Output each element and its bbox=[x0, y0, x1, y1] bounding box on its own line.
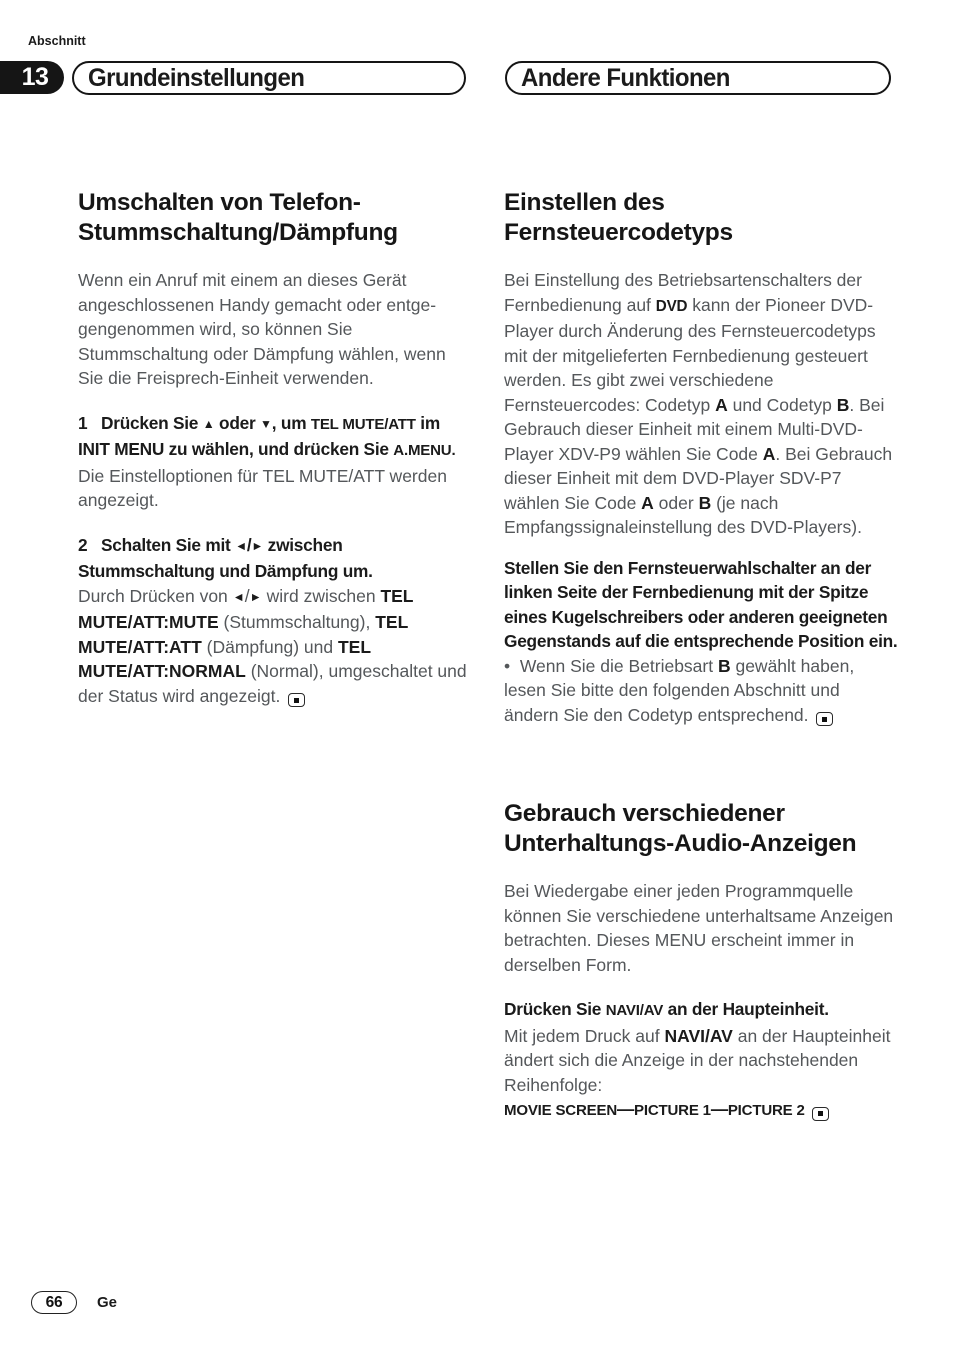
button-name-text: MOVIE SCREEN bbox=[504, 1102, 617, 1119]
button-name-text: PICTURE 1 bbox=[634, 1102, 711, 1119]
text-run: / bbox=[246, 534, 252, 555]
bullet-note bbox=[504, 654, 898, 728]
navi-av-instruction bbox=[504, 997, 898, 1024]
text-run: (je nach Empfangssignaleinstellung des DVD-Players). bbox=[504, 492, 862, 537]
text-run: A bbox=[641, 492, 654, 513]
end-of-section-icon bbox=[816, 712, 833, 726]
text-run: — bbox=[710, 1099, 728, 1119]
step-2-result bbox=[78, 584, 472, 709]
text-run: wird zwischen bbox=[261, 585, 381, 606]
direction-arrow-icon: ► bbox=[249, 589, 262, 604]
direction-arrow-icon: ▲ bbox=[202, 416, 215, 431]
text-run: , um bbox=[271, 412, 311, 433]
text-run: gewählt haben, lesen Sie bitte den folgenden Abschnitt und ändern Sie den Codetyp entsprechend. bbox=[504, 655, 860, 725]
text-run: A bbox=[762, 443, 776, 464]
end-of-section-dot bbox=[294, 698, 299, 703]
end-of-section-icon bbox=[812, 1107, 829, 1121]
text-run: oder bbox=[653, 492, 699, 513]
button-name-text: NAVI/AV bbox=[605, 1002, 664, 1019]
text-run: Stellen Sie den Fernsteuerwahlschalter an der linken Seite der Fernbedienung mit der Spitze eines Kugelschreibers oder anderen geeigneten Gegenstands auf die entsprechende Position ein. bbox=[504, 557, 898, 651]
text-run: Durch Drücken von bbox=[78, 585, 233, 606]
text-run: Bei Wiedergabe einer jeden Programmquelle können Sie verschiedene unterhaltsame Anzeigen betrachten. Dieses MENU erscheint immer in derselben Form. bbox=[504, 881, 899, 975]
button-name-text: A.MENU. bbox=[393, 442, 456, 459]
direction-arrow-icon: ◄ bbox=[232, 589, 245, 604]
heading-telefon-stummschaltung: Umschalten von Telefon-Stummschaltung/Dämpfung bbox=[78, 189, 398, 246]
right-column bbox=[504, 188, 898, 1124]
navi-av-result bbox=[504, 1024, 898, 1098]
text-run: oder bbox=[214, 412, 261, 433]
text-run: kann der Pioneer DVD-Player durch Änderung des Fernsteuercodetyps mit der mitgelieferten Fernbedienung gesteuert werden. Es gibt zwei verschiedene Fernsteuercodes: Codetyp bbox=[504, 294, 881, 415]
page-number-badge bbox=[31, 1291, 77, 1314]
end-of-section-dot bbox=[822, 717, 827, 722]
step-1-result bbox=[78, 464, 472, 513]
button-name-text: TEL MUTE/ATT bbox=[310, 415, 416, 433]
tab-grundeinstellungen-label: Grundeinstellungen bbox=[88, 63, 305, 92]
text-run: TEL MUTE/ATT:ATT bbox=[78, 612, 413, 657]
text-run: INIT MENU bbox=[78, 439, 165, 459]
text-run bbox=[805, 1099, 810, 1119]
text-run: B bbox=[836, 394, 850, 415]
language-code: Ge bbox=[97, 1294, 118, 1311]
fernsteuercode-paragraph bbox=[504, 268, 898, 540]
section-number: 13 bbox=[21, 63, 49, 91]
text-run: 2 Schalten Sie mit bbox=[78, 534, 236, 555]
step-2-instruction bbox=[78, 533, 472, 584]
text-run: an der Haupteinheit. bbox=[663, 999, 829, 1019]
section-number-badge bbox=[0, 61, 64, 94]
text-run: im bbox=[415, 412, 445, 433]
text-run: 1 Drücken Sie bbox=[78, 412, 203, 433]
step-1-instruction bbox=[78, 411, 472, 464]
end-of-section-icon bbox=[288, 693, 305, 707]
end-of-section-dot bbox=[818, 1111, 823, 1116]
text-run: (Dämpfung) und bbox=[201, 636, 338, 657]
text-run: Drücken Sie bbox=[504, 999, 606, 1019]
text-run: und Codetyp bbox=[727, 394, 837, 415]
button-name-text: PICTURE 2 bbox=[727, 1102, 805, 1119]
display-sequence bbox=[504, 1097, 898, 1124]
text-run: — bbox=[616, 1099, 635, 1119]
text-run: zwischen Stummschaltung und Dämpfung um. bbox=[78, 534, 373, 581]
text-run: B bbox=[717, 655, 731, 676]
intro-paragraph bbox=[78, 268, 472, 391]
text-run: (Stummschaltung), bbox=[218, 612, 376, 632]
text-run: B bbox=[698, 492, 712, 513]
text-run: Mit jedem Druck auf bbox=[504, 1025, 665, 1046]
text-run: NAVI/AV bbox=[664, 1025, 733, 1046]
direction-arrow-icon: ◄ bbox=[235, 538, 247, 553]
tab-grundeinstellungen bbox=[72, 61, 466, 95]
text-run: Wenn ein Anruf mit einem an dieses Gerät angeschlossenen Handy gemacht oder entge-gengenommen wird, so können Sie Stummschaltung oder Dämpfung wählen, wenn Sie die Freisprech-Einheit verwenden. bbox=[78, 270, 451, 388]
direction-arrow-icon: ► bbox=[251, 538, 264, 553]
text-run: . Bei Gebrauch dieser Einheit mit dem DVD-Player SDV-P7 wählen Sie Code bbox=[504, 443, 897, 513]
text-run: Die Einstelloptionen für TEL MUTE/ATT werden angezeigt. bbox=[78, 465, 452, 510]
button-name-text: DVD bbox=[655, 297, 688, 315]
text-run: (Normal), umgeschaltet und der Status wird angezeigt. bbox=[78, 661, 472, 706]
text-run: zu wählen, und drücken Sie bbox=[164, 439, 394, 459]
direction-arrow-icon: ▼ bbox=[260, 416, 272, 431]
heading-audio-anzeigen: Gebrauch verschiedener Unterhaltungs-Audio-Anzeigen bbox=[504, 800, 857, 857]
text-run: an der Haupteinheit ändert sich die Anzeige in der nachstehenden Reihenfolge: bbox=[504, 1025, 896, 1095]
schalter-instruction bbox=[504, 556, 898, 654]
heading-fernsteuercodetyp: Einstellen des Fernsteuercodetyps bbox=[504, 189, 733, 246]
tab-andere-funktionen-label: Andere Funktionen bbox=[521, 63, 730, 92]
text-run: • Wenn Sie die Betriebsart bbox=[504, 655, 718, 676]
text-run: . Bei Gebrauch dieser Einheit mit einem Multi-DVD-Player XDV-P9 wählen Sie Code bbox=[504, 394, 890, 464]
text-run: Bei Einstellung des Betriebsartenschalters der Fernbedienung auf bbox=[504, 270, 867, 315]
text-run: A bbox=[715, 394, 728, 415]
section-label: Abschnitt bbox=[28, 34, 86, 48]
text-run: TEL MUTE/ATT:MUTE bbox=[78, 585, 419, 632]
left-column bbox=[78, 188, 472, 708]
tab-andere-funktionen bbox=[505, 61, 891, 95]
anzeigen-paragraph bbox=[504, 879, 898, 977]
text-run: / bbox=[244, 585, 250, 606]
text-run: TEL MUTE/ATT:NORMAL bbox=[78, 636, 376, 681]
page-number: 66 bbox=[45, 1293, 63, 1311]
